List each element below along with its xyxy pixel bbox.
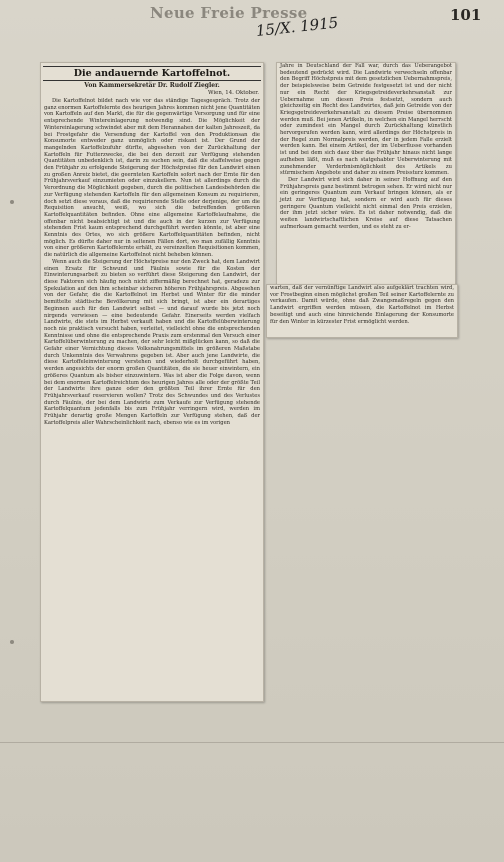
newspaper-masthead: Neue Freie Presse [150,4,308,22]
article-dateline: Wien, 14. Oktober. [208,90,259,96]
article-body-right-lower [270,285,454,325]
paper-fold-line [0,742,504,743]
binding-hole [10,200,14,204]
article-clipping-right [276,62,456,286]
article-clipping-left [40,62,264,702]
article-body-right [280,63,452,231]
binding-hole [10,640,14,644]
article-title: Die andauernde Kartoffelnot. [43,66,261,81]
page-number: 101 [450,6,482,24]
paragraph: Der Landwirt wird sich daher in seiner Hoffnung auf den Frühjahrspreis ganz bestimmt betrogen sehen. Er wird nicht nur ein geringeres Quantum zum Verkauf bringen können, als er jetzt zur Verfügung hat, sondern er wird auch für dieses geringere Quantum vielleicht nicht einmal den Preis erzielen, der ihm jetzt sicher wäre. Es ist daher notwendig, daß die weiten landwirtschaftlichen Kreise auf diese Tatsachen aufmerksam gemacht werden, und es steht zu er- [280,176,452,230]
paragraph: Jahre in Deutschland der Fall war, durch das Ueberangebot bedeutend gedrückt wird. Die Landwirte verwechseln offenbar den Begriff Höchstpreis mit dem gesetzlichen Uebernahmspreis, der beispielsweise beim Getreide festgesetzt ist und der nicht nur ein Recht der Kriegsgetreideverkehrsanstalt zur Uebernahme um diesen Preis festsetzt, sondern auch gleichzeitig ein Recht des Landwirtes, daß jein Getreide von der Kriegsgetreideverkehrsanstalt zu diesem Preise übernommen werden muß. Bei jenen Artikeln, in welchen ein Mangel herrscht oder zumindest ein Mangel durch Zurückhaltung künstlich hervorgerufen werden kann, wird allerdings der Höchstpreis in der Regel zum Normalpreis werden, der in jedem Falle erzielt werden kann. Bei einem Artikel, der im Ueberflusse vorhanden ist und bei dem sich dasz über das Frühjahr hinaus nicht lange aufheben läßt, muß es nach statgehabter Ueberwinterung mit zunehmender Verderbnismöglichkeit des Artikels zu stürmischem Angebote und daher zu einem Preissturz kommen. [280,63,452,177]
article-body-left [44,98,260,426]
paragraph: Die Kartoffelnot bildet nach wie vor das ständige Tagesgespräch. Trotz der ganz enormen Kartoffelernte des heurigen Jahres kommen nicht jene Quantitäten von Kartoffeln auf den Markt, die für die gegenwärtige Versorgung und für eine entsprechende Wintereinlagerung notwendig sind. Die Möglichkeit der Wintereinlagerung schwindet aber mit dem Herannahen der kalten Jahreszeit, da bei Frostgefahr die Versendung der Kartoffel von den Produktionsan die Konsumorte entweder ganz unmöglich oder riskant ist. Der Grund der mangelnden Kartoffelzufuhr dürfte, abgesehen von der Zurückhaltung der Kartoffeln für Futterzwecke, die bei den derzeit zur Verfügung stehenden Quantitäten unbedenklich ist, darin zu suchen sein, daß die staffelweise gegen den Frühjahr zu erfolgende Steigerung der Höchstpreise für den Landwirt einen zu großen Anreiz bietet, die geernteten Kartoffeln sofort nach der Ernte für den Frühjahrsverkauf einzumieten oder einzukellern. Nun ist allerdings durch die Verordnung die Möglichkeit gegeben, durch die politischen Landesbehörden die zur Verfügung stehenden Kartoffeln für den allgemeinen Konsum zu requirieren, doch setzt diese voraus, daß die requirierende Stelle oder derjenige, der um die Requisition ansucht, weiß, wo sich die betreffenden größeren Kartoffelquantitäten befinden. Ohne eine allgemeine Kartoffelaufnahme, die offenbar nicht beabsichtigt ist und die auch in der kurzen zur Verfügung stehenden Frist kaum entsprechend durchgeführt werden könnte, ist aber eine Kenntnis des Ortes, wo sich größere Kartoffelquantitäten befinden, nicht möglich. Es dürfte daher nur in seltenen Fällen dort, wo man zufällig Kenntnis von einer größeren Kartoffelernte erhält, zu vereinzelten Requisitionen kommen, die natürlich die allgemeine Kartoffelnot nicht beheben können. [44,98,260,259]
paragraph: Wenn auch die Steigerung der Höchstpreise nur den Zweck hat, dem Landwirt einen Ersatz für Schwund und Fäulnis sowie für die Kosten der Einwinterungsarbeit zu bieten so verführt diese Steigerung den Landwirt, der diese Faktoren sich häufig noch nicht ziffermäßig berechnet hat, geradezu zur Spekulation auf den ihm scheinbar sicheren höheren Frühjahrspreis. Abgesehen von der Gefahr, die die Kartoffelnot im Herbst und Winter für die minder bemittelte städtische Bevölkerung mit sich bringt, ist aber ein derartiges Beginnen auch für den Landwirt selbst — und darauf wurde bis jetzt noch nirgends verwiesen — eine bedeutende Gefahr. Einerseits werden vielfach Landwirte, die stets im Herbst verkauft haben und die Kartoffelüberwinterung noch nie praktisch versucht haben, verleitet, vielleicht ohne die entsprechenden Kenntnisse und ohne die entsprechende Praxis zum erstenmal den Versuch einer Kartoffelüberwinterung zu machen, der sehr leicht mißglücken kann, so daß die Gefahr einer Vernichtung dieses Volksnahrungsmittels im größeren Maßstabe durch Unkenntnis des Verwahrens gegeben ist. Aber auch jene Landwirte, die diese Kartoffeleinwinterung verstehen und wiederholt durchgeführt haben, werden angesichts der enorm großen Quantitäten, die sie heuer einwintern, ein größeres Quantum als bisher einzuwintern. Was ist aber die Folge davon, wenn bei dem enormen Kartoffelreichtum des heurigen Jahres alle oder der größte Teil der Landwirte ihre ganze oder den größten Teil ihrer Ernte für den Frühjahrsverkauf reservieren wollen? Trotz des Schwundes und des Verlustes durch Fäulnis, der bei dem Landwirte zum Verkaufe zur Verfügung stehende Kartoffelquantum jedenfalls bis zum Frühjahr verringern wird, werden im Frühjahr derartig große Mengen Kartoffeln zur Verfügung stehen, daß der Kartoffelpreis aller Wahrscheinlichkeit nach, ebenso wie es im vorigen [44,258,260,426]
handwritten-date: 15/X. 1915 [255,13,340,40]
paragraph: warten, daß der vernünftige Landwirt also aufgeklärt trachten wird, vor Frostbeginn einen möglichst großen Teil seiner Kartoffelernte zu verkaufen. Damit würde, ohne daß Zwangsmaßregeln gegen den Landwirt ergriffen werden müssen, die Kartoffelnot im Herbst beseitigt und auch eine hinreichende Einlagerung der Konsumorte für den Winter in kürzester Frist ermöglicht werden. [270,285,454,325]
article-clipping-right-lower [266,284,458,338]
article-byline: Von Kammersekretär Dr. Rudolf Ziegler. [84,82,220,89]
